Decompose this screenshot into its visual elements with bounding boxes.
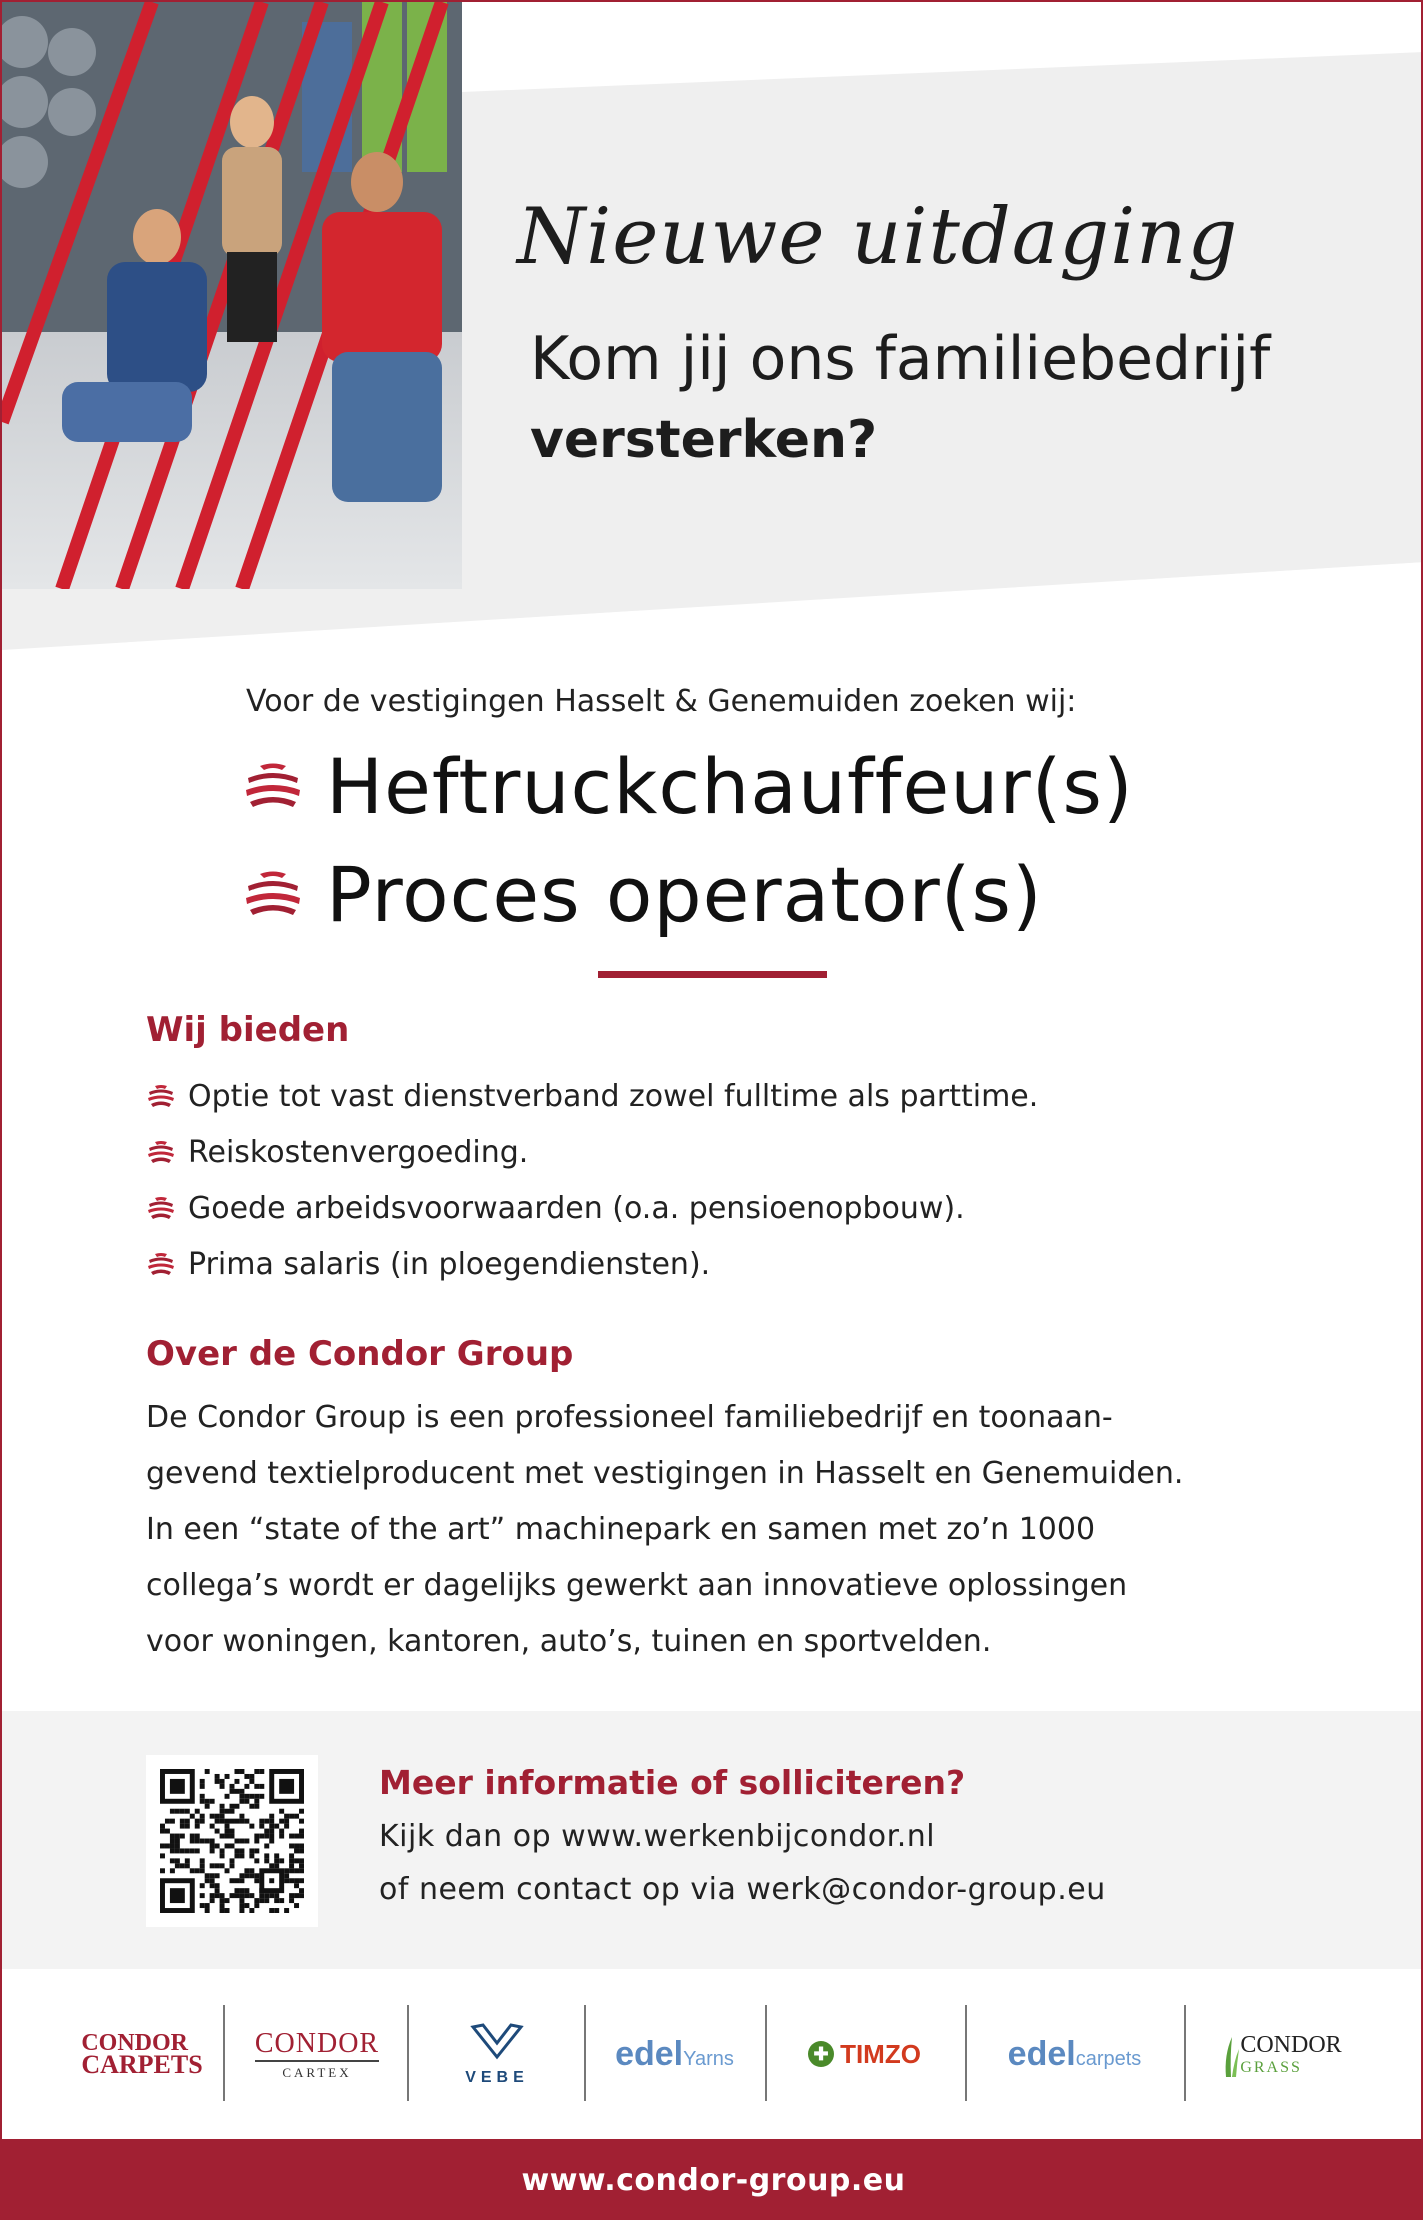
headline-line-1: Kom jij ons familiebedrijf (530, 324, 1271, 394)
timzo-name: TIMZO (840, 2038, 921, 2069)
job-title: Proces operator(s) (326, 850, 1043, 939)
about-line: collega’s wordt er dagelijks gewerkt aan innovatieve oplossingen (146, 1568, 1128, 1603)
vebe-name: VEBE (465, 2069, 529, 2086)
logo-separator (407, 2005, 409, 2101)
vebe-logo (412, 1969, 582, 2139)
logo-separator (1184, 2005, 1186, 2101)
vebe-mark-icon (467, 2021, 527, 2061)
team-photo (2, 2, 462, 589)
headline-line-2: versterken? (530, 410, 878, 470)
about-line: gevend textielproducent met vestigingen in Hasselt en Genemuiden. (146, 1456, 1184, 1491)
condor-cartex-logo (227, 1969, 407, 2139)
condor-cartex-main: CONDOR (255, 2028, 379, 2062)
about-title: Over de Condor Group (146, 1334, 574, 1374)
about-line: voor woningen, kantoren, auto’s, tuinen en sportvelden. (146, 1624, 992, 1659)
headline-script: Nieuwe uitdaging (517, 192, 1239, 282)
contact-title: Meer informatie of solliciteren? (379, 1763, 966, 1802)
condor-carpets-bottom: CARPETS (81, 2049, 203, 2079)
section-divider (598, 971, 827, 978)
about-line: De Condor Group is een professioneel familiebedrijf en toonaan- (146, 1400, 1113, 1435)
timzo-mark-icon: ✚ (808, 2041, 834, 2067)
offer-item-text: Goede arbeidsvoorwaarden (o.a. pensioenopbouw). (188, 1190, 965, 1226)
condor-grass-sub: GRASS (1240, 2058, 1302, 2076)
striped-sphere-bullet-icon (146, 1193, 176, 1223)
offer-item-text: Optie tot vast dienstverband zowel fulltime als parttime. (188, 1078, 1039, 1114)
contact-panel (2, 1711, 1423, 1969)
condor-grass-logo (1187, 1969, 1377, 2139)
condor-grass-main: CONDOR (1240, 2031, 1342, 2058)
contact-email-line[interactable]: of neem contact op via werk@condor-group.eu (379, 1872, 1106, 1907)
offer-item (146, 1124, 1038, 1180)
job-title: Heftruckchauffeur(s) (326, 742, 1134, 831)
striped-sphere-bullet-icon (146, 1137, 176, 1167)
logo-separator (584, 2005, 586, 2101)
job-item (242, 850, 1043, 939)
timzo-logo (767, 1969, 962, 2139)
brand-logos-bar (2, 1969, 1423, 2139)
about-paragraph (146, 1390, 1326, 1670)
logo-separator (223, 2005, 225, 2101)
footer-bar (2, 2139, 1423, 2220)
offer-item-text: Prima salaris (in ploegendiensten). (188, 1246, 711, 1282)
condor-carpets-top: CONDOR (81, 2029, 188, 2056)
about-line: In een “state of the art” machinepark en samen met zo’n 1000 (146, 1512, 1096, 1547)
offer-item (146, 1236, 1038, 1292)
grass-blade-icon (1222, 2035, 1240, 2077)
condor-cartex-sub: CARTEX (282, 2064, 352, 2080)
edel-yarns-a: edel (615, 2034, 684, 2073)
condor-carpets-logo (62, 1969, 222, 2139)
edel-yarns-logo (587, 1969, 762, 2139)
edel-carpets-logo (967, 1969, 1182, 2139)
vacancies-intro: Voor de vestigingen Hasselt & Genemuiden zoeken wij: (246, 684, 1077, 719)
edel-yarns-b: Yarns (683, 2047, 734, 2070)
striped-sphere-bullet-icon (146, 1249, 176, 1279)
offer-item-text: Reiskostenvergoeding. (188, 1134, 529, 1170)
striped-sphere-bullet-icon (146, 1081, 176, 1111)
offer-list (146, 1068, 1038, 1292)
footer-website-link[interactable]: www.condor-group.eu (521, 2163, 906, 2198)
striped-sphere-bullet-icon (242, 864, 304, 926)
edel-carpets-a: edel (1007, 2034, 1076, 2073)
qr-code-icon[interactable] (146, 1755, 318, 1927)
job-item (242, 742, 1134, 831)
offer-item (146, 1068, 1038, 1124)
contact-website-line[interactable]: Kijk dan op www.werkenbijcondor.nl (379, 1819, 936, 1854)
edel-carpets-b: carpets (1075, 2047, 1142, 2070)
striped-sphere-bullet-icon (242, 756, 304, 818)
offer-item (146, 1180, 1038, 1236)
offer-title: Wij bieden (146, 1010, 350, 1050)
